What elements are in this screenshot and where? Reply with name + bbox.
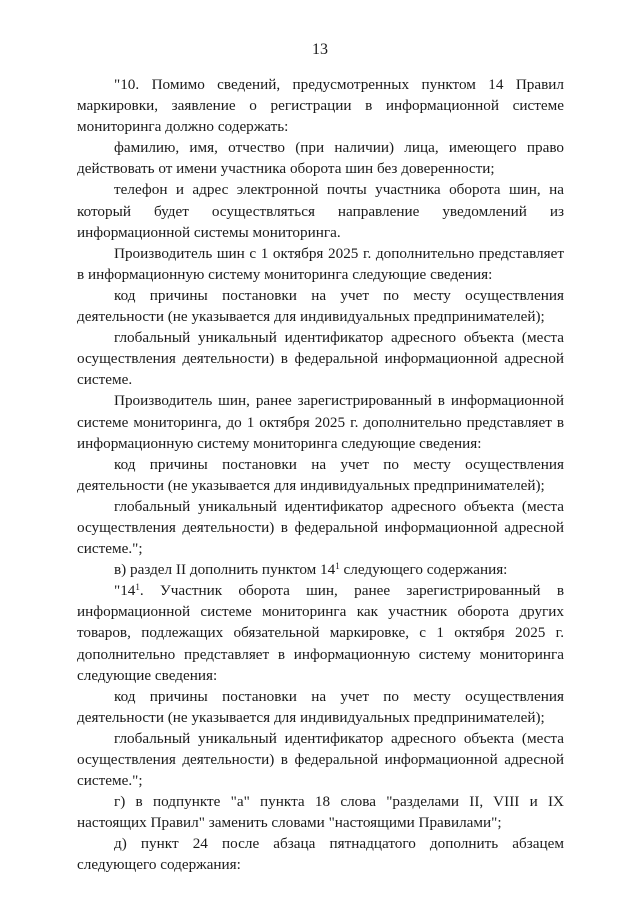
paragraph-text-part: следующего содержания: <box>339 561 508 579</box>
paragraph-full-name: фамилию, имя, отчество (при наличии) лица, имеющего право действовать от имени участника оборота шин без доверенности; <box>77 139 564 178</box>
paragraph-section-ii-amend <box>77 559 564 580</box>
paragraph-item-10-intro: "10. Помимо сведений, предусмотренных пунктом 14 Правил маркировки, заявление о регистрации в информационной системе мониторинга должно содержать: <box>77 76 564 136</box>
superscript: 1 <box>335 561 340 572</box>
paragraph-text-part: . Участник оборота шин, ранее зарегистрированный в информационной системе мониторинга как участник оборота других товаров, подлежащих обязательной маркировке, с 1 октября 2025 г. дополнительно представляет в информационную систему мониторинга следующие сведения: <box>77 582 564 684</box>
paragraph-guid-1: глобальный уникальный идентификатор адресного объекта (места осуществления деятельности) в федеральной информационной адресной системе. <box>77 329 564 389</box>
page-number: 13 <box>312 41 328 58</box>
paragraph-guid-3: глобальный уникальный идентификатор адресного объекта (места осуществления деятельности) в федеральной информационной адресной системе."; <box>77 729 564 790</box>
paragraph-text-part: в) раздел II дополнить пунктом 14 <box>114 561 336 579</box>
paragraph-text-part: "14 <box>114 582 136 600</box>
paragraph-item-24-amend: д) пункт 24 после абзаца пятнадцатого дополнить абзацем следующего содержания: <box>77 835 564 874</box>
paragraph-phone-email: телефон и адрес электронной почты участника оборота шин, на который будет осуществляться направление уведомлений из информационной системы мониторинга. <box>77 181 564 241</box>
paragraph-item-18-amend: г) в подпункте "а" пункта 18 слова "разделами II, VIII и IX настоящих Правил" заменить словами "настоящими Правилами"; <box>77 793 564 832</box>
paragraph-kpp-3: код причины постановки на учет по месту осуществления деятельности (не указывается для индивидуальных предпринимателей); <box>77 687 564 726</box>
paragraph-manufacturer-registered: Производитель шин, ранее зарегистрированный в информационной системе мониторинга, до 1 октября 2025 г. дополнительно представляет в информационную систему мониторинга следующие сведения: <box>77 392 564 452</box>
paragraph-manufacturer-from-oct: Производитель шин с 1 октября 2025 г. дополнительно представляет в информационную систему мониторинга следующие сведения: <box>77 244 564 283</box>
document-body <box>77 74 564 876</box>
paragraph-guid-2: глобальный уникальный идентификатор адресного объекта (места осуществления деятельности) в федеральной информационной адресной системе."; <box>77 497 564 558</box>
paragraph-item-14-1 <box>77 580 564 685</box>
superscript: 1 <box>135 582 140 593</box>
paragraph-kpp-1: код причины постановки на учет по месту осуществления деятельности (не указывается для индивидуальных предпринимателей); <box>77 286 564 326</box>
paragraph-kpp-2: код причины постановки на учет по месту осуществления деятельности (не указывается для индивидуальных предпринимателей); <box>77 455 564 494</box>
